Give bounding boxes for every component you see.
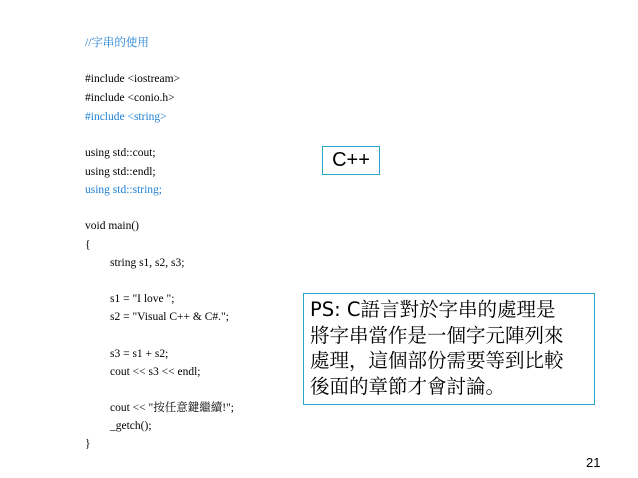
code-close-brace: } bbox=[85, 438, 91, 450]
code-assign-s3: s3 = s1 + s2; bbox=[110, 348, 169, 360]
code-assign-s2: s2 = "Visual C++ & C#."; bbox=[110, 311, 229, 323]
code-include-conio: #include <conio.h> bbox=[85, 92, 175, 104]
code-main-signature: void main() bbox=[85, 220, 139, 232]
code-using-endl: using std::endl; bbox=[85, 166, 156, 178]
code-getch: _getch(); bbox=[110, 420, 152, 432]
code-assign-s1: s1 = "I love "; bbox=[110, 293, 175, 305]
language-label-box: C++ bbox=[322, 146, 380, 175]
code-comment: //字串的使用 bbox=[85, 37, 149, 49]
page-number: 21 bbox=[586, 455, 601, 470]
code-using-cout: using std::cout; bbox=[85, 147, 156, 159]
note-line: 將字串當作是一個字元陣列來 bbox=[310, 323, 564, 347]
note-line: 後面的章節才會討論。 bbox=[310, 374, 506, 398]
note-box bbox=[303, 293, 595, 405]
code-cout-prompt: cout << "按任意鍵繼續!"; bbox=[110, 402, 234, 414]
note-line: PS: C語言對於字串的處理是 bbox=[310, 298, 556, 321]
note-line: 處理，這個部份需要等到比較 bbox=[310, 349, 564, 372]
code-include-string: #include <string> bbox=[85, 111, 167, 123]
code-include-iostream: #include <iostream> bbox=[85, 73, 181, 85]
code-declaration: string s1, s2, s3; bbox=[110, 257, 185, 269]
code-open-brace: { bbox=[85, 239, 91, 251]
code-cout-s3: cout << s3 << endl; bbox=[110, 366, 201, 378]
code-using-string: using std::string; bbox=[85, 184, 162, 196]
